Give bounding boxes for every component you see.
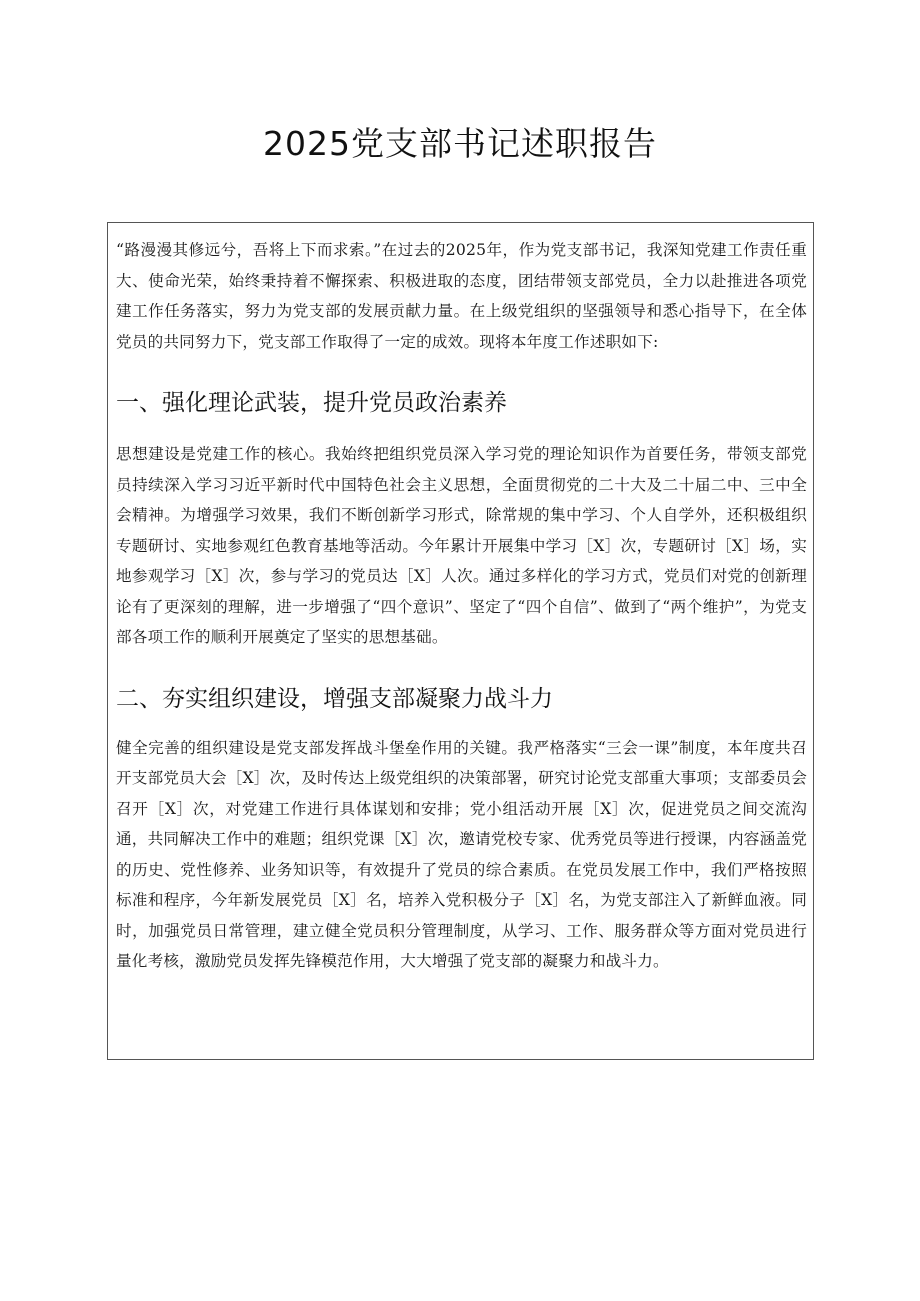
report-content-box [107, 222, 814, 1060]
section-1-heading: 一、强化理论武装，提升党员政治素养 [116, 390, 507, 416]
section-2-heading: 二、夯实组织建设，增强支部凝聚力战斗力 [116, 685, 553, 712]
intro-paragraph: “路漫漫其修远兮，吾将上下而求索。”在过去的2025年，作为党支部书记，我深知党建工作责任重大、使命光荣，始终秉持着不懈探索、积极进取的态度，团结带领支部党员，全力以赴推进各项党建工作任务落实，努力为党支部的发展贡献力量。在上级党组织的坚强领导和悉心指导下，在全体党员的共同努力下，党支部工作取得了一定的成效。现将本年度工作述职如下: [116, 241, 807, 351]
section-2-body: 健全完善的组织建设是党支部发挥战斗堡垒作用的关键。我严格落实“三会一课”制度，本年度共召开支部党员大会［X］次，及时传达上级党组织的决策部署，研究讨论党支部重大事项；支部委员会召开［X］次，对党建工作进行具体谋划和安排；党小组活动开展［X］次，促进党员之间交流沟通，共同解决工作中的难题；组织党课［X］次，邀请党校专家、优秀党员等进行授课，内容涵盖党的历史、党性修养、业务知识等，有效提升了党员的综合素质。在党员发展工作中，我们严格按照标准和程序，今年新发展党员［X］名，培养入党积极分子［X］名，为党支部注入了新鲜血液。同时，加强党员日常管理，建立健全党员积分管理制度，从学习、工作、服务群众等方面对党员进行量化考核，激励党员发挥先锋模范作用，大大增强了党支部的凝聚力和战斗力。 [116, 738, 807, 970]
section-1-body: 思想建设是党建工作的核心。我始终把组织党员深入学习党的理论知识作为首要任务，带领支部党员持续深入学习习近平新时代中国特色社会主义思想，全面贯彻党的二十大及二十届二中、三中全会精神。为增强学习效果，我们不断创新学习形式，除常规的集中学习、个人自学外，还积极组织专题研讨、实地参观红色教育基地等活动。今年累计开展集中学习［X］次，专题研讨［X］场，实地参观学习［X］次，参与学习的党员达［X］人次。通过多样化的学习方式，党员们对党的创新理论有了更深刻的理解，进一步增强了“四个意识”、坚定了“四个自信”、做到了“两个维护”，为党支部各项工作的顺利开展奠定了坚实的思想基础。 [116, 445, 807, 646]
document-title: 2025党支部书记述职报告 [263, 124, 657, 163]
